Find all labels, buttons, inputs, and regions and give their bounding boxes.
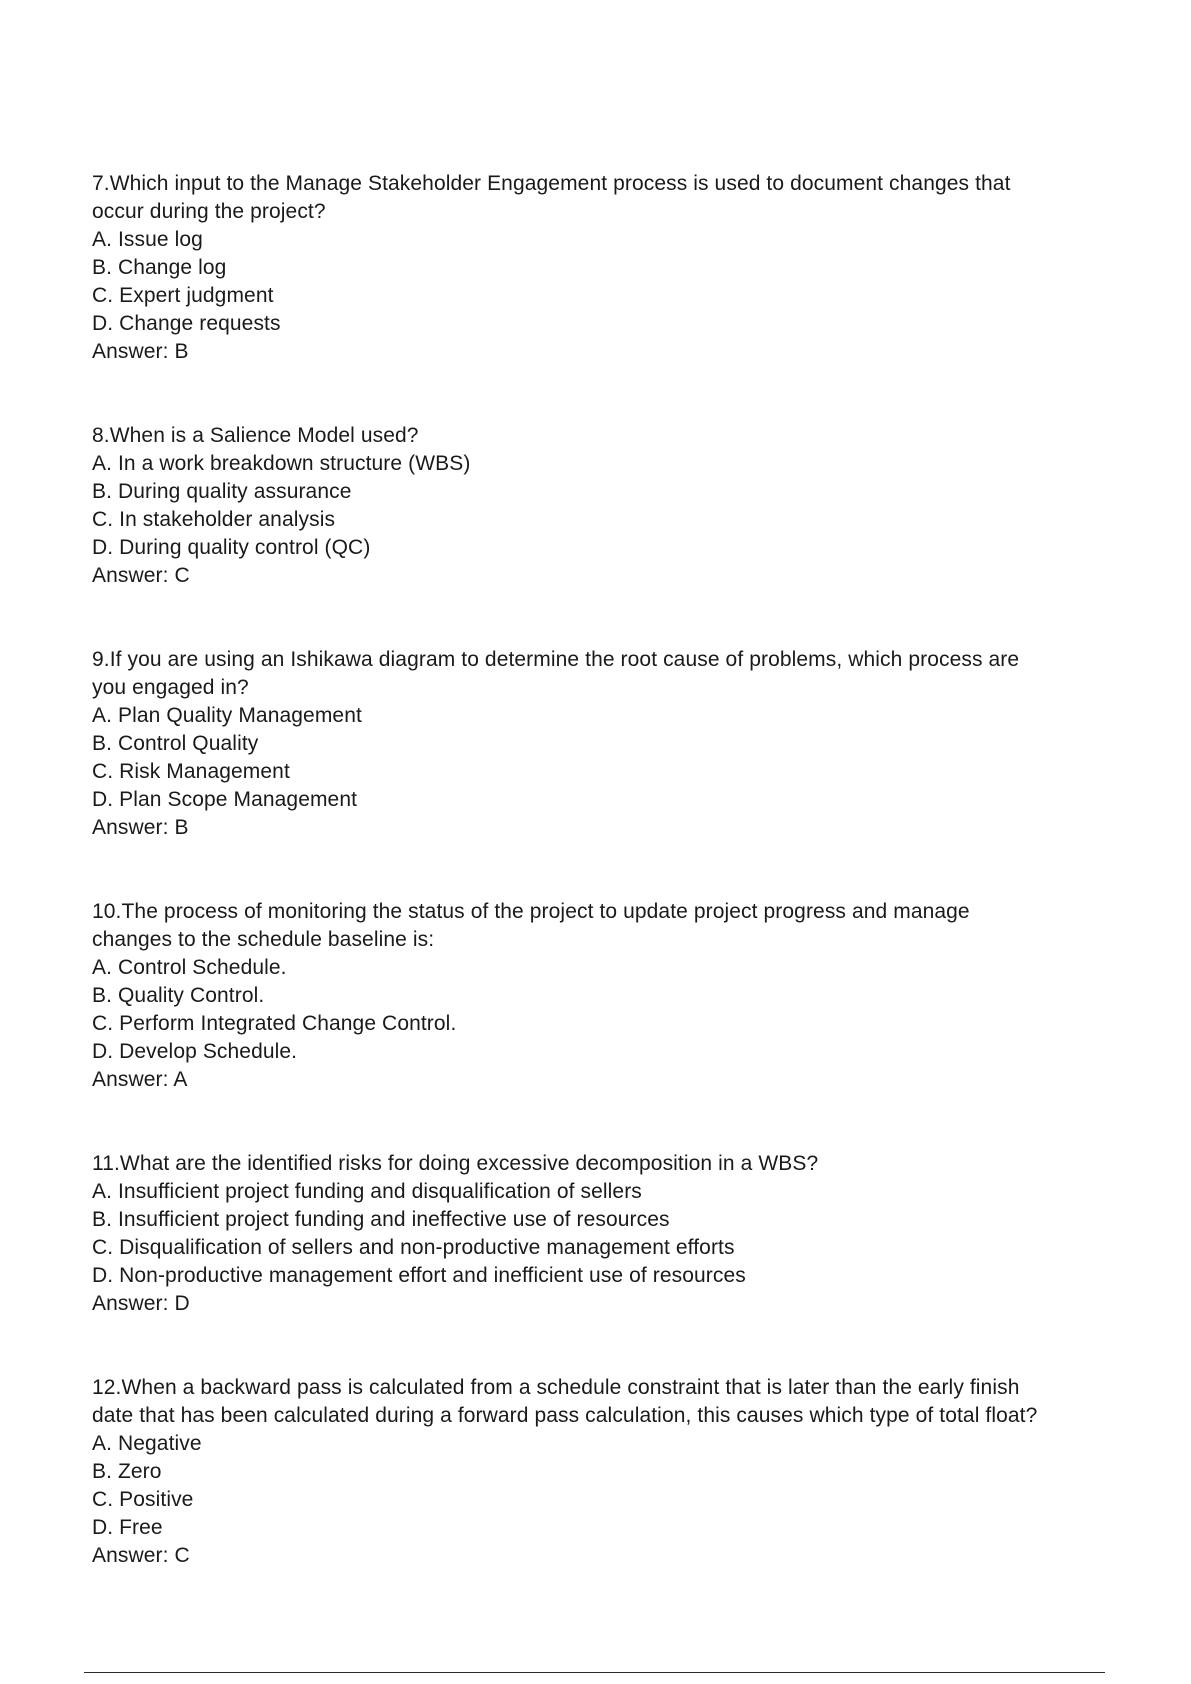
question-stem-line: you engaged in? <box>92 676 249 699</box>
option-a: A. Insufficient project funding and disqualification of sellers <box>92 1180 642 1203</box>
option-d: D. Change requests <box>92 312 281 335</box>
answer: Answer: C <box>92 564 190 587</box>
option-d: D. Develop Schedule. <box>92 1040 298 1063</box>
option-d: D. Non-productive management effort and inefficient use of resources <box>92 1264 746 1287</box>
option-a: A. In a work breakdown structure (WBS) <box>92 452 471 475</box>
answer: Answer: C <box>92 1544 190 1567</box>
answer: Answer: B <box>92 816 189 839</box>
option-b: B. Insufficient project funding and ineffective use of resources <box>92 1208 670 1231</box>
option-a: A. Issue log <box>92 228 203 251</box>
option-b: B. During quality assurance <box>92 480 352 503</box>
option-c: C. Perform Integrated Change Control. <box>92 1012 457 1035</box>
question-7 <box>92 170 1102 366</box>
question-stem-line: 8.When is a Salience Model used? <box>92 424 419 447</box>
option-d: D. Free <box>92 1516 163 1539</box>
question-12 <box>92 1374 1102 1570</box>
question-list <box>92 170 1102 1570</box>
option-c: C. Expert judgment <box>92 284 274 307</box>
question-stem-line: 11.What are the identified risks for doing excessive decomposition in a WBS? <box>92 1152 819 1175</box>
answer: Answer: A <box>92 1068 188 1091</box>
option-a: A. Plan Quality Management <box>92 704 362 727</box>
question-stem-line: occur during the project? <box>92 200 326 223</box>
option-c: C. Risk Management <box>92 760 290 783</box>
option-b: B. Quality Control. <box>92 984 265 1007</box>
question-stem-line: 9.If you are using an Ishikawa diagram to determine the root cause of problems, which process are <box>92 648 1020 671</box>
question-stem-line: 7.Which input to the Manage Stakeholder Engagement process is used to document changes that <box>92 172 1011 195</box>
question-11 <box>92 1150 1102 1318</box>
question-8 <box>92 422 1102 590</box>
question-stem-line: 12.When a backward pass is calculated from a schedule constraint that is later than the early finish <box>92 1376 1020 1399</box>
answer: Answer: B <box>92 340 189 363</box>
option-b: B. Zero <box>92 1460 162 1483</box>
option-a: A. Control Schedule. <box>92 956 287 979</box>
footer-divider <box>84 1672 1105 1673</box>
option-c: C. Positive <box>92 1488 194 1511</box>
option-a: A. Negative <box>92 1432 202 1455</box>
option-d: D. Plan Scope Management <box>92 788 358 811</box>
option-b: B. Change log <box>92 256 227 279</box>
answer: Answer: D <box>92 1292 190 1315</box>
question-9 <box>92 646 1102 842</box>
question-stem-line: date that has been calculated during a forward pass calculation, this causes which type of total float? <box>92 1404 1038 1427</box>
question-stem-line: 10.The process of monitoring the status of the project to update project progress and manage <box>92 900 970 923</box>
option-c: C. In stakeholder analysis <box>92 508 336 531</box>
question-stem-line: changes to the schedule baseline is: <box>92 928 435 951</box>
question-10 <box>92 898 1102 1094</box>
option-b: B. Control Quality <box>92 732 259 755</box>
option-c: C. Disqualification of sellers and non-productive management efforts <box>92 1236 735 1259</box>
option-d: D. During quality control (QC) <box>92 536 371 559</box>
